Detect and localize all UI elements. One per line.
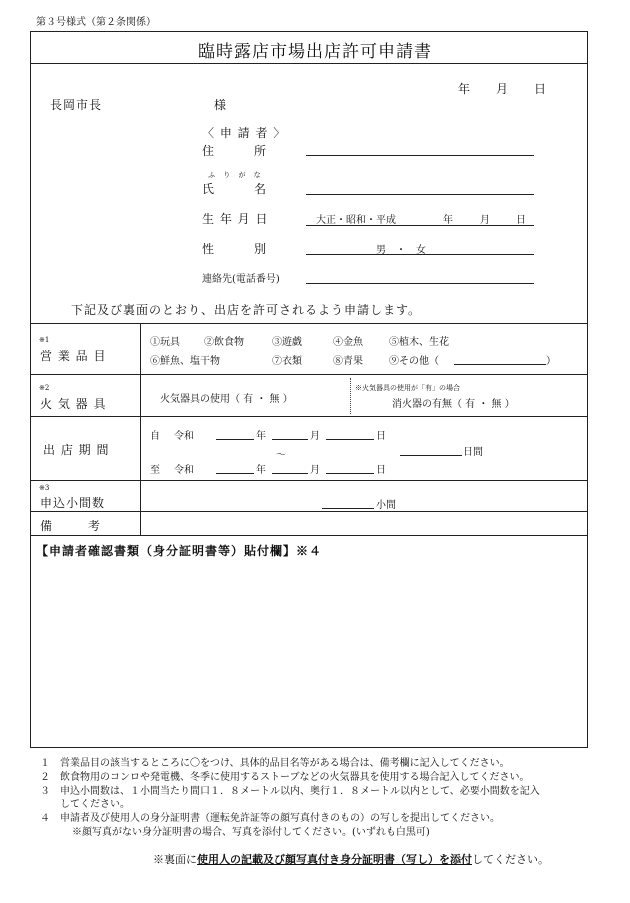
goods-item-8[interactable]: ⑧青果 [333, 356, 363, 367]
name-field[interactable] [306, 194, 534, 195]
period-to-day-unit: 日 [376, 465, 386, 476]
period-label: 出 店 期 間 [43, 443, 110, 457]
goods-item-2[interactable]: ②飲食物 [204, 337, 244, 348]
period-to-era: 令和 [174, 465, 194, 476]
goods-mark: ※1 [39, 336, 50, 344]
period-from-era: 令和 [174, 431, 194, 442]
goods-item-1[interactable]: ①玩具 [150, 337, 180, 348]
note-1-num: １ [40, 758, 50, 769]
period-to-day-field[interactable] [326, 473, 374, 474]
goods-other-field[interactable] [454, 364, 546, 365]
period-to-month-field[interactable] [272, 473, 308, 474]
address-label: 住 所 [202, 144, 268, 158]
birth-month-unit: 月 [480, 215, 490, 226]
goods-item-6[interactable]: ⑥鮮魚、塩干物 [150, 356, 220, 367]
extinguisher-text[interactable]: 消火器の有無（ 有 ・ 無 ） [392, 399, 515, 410]
id-attachment-area [31, 560, 587, 746]
goods-label: 営 業 品 目 [40, 349, 107, 363]
period-days-unit: 日間 [463, 447, 483, 458]
back-note-emphasis: 使用人の記載及び顔写真付き身分証明書（写し）を添付 [197, 853, 472, 866]
units-unit: 小間 [376, 500, 396, 511]
note-3-continued: してください。 [60, 799, 130, 810]
back-note-prefix: ※裏面に [153, 853, 197, 866]
fire-divider [350, 378, 351, 414]
note-1-text: 営業品目の該当するところに〇をつけ、具体的品目名等がある場合は、備考欄に記入してください。 [60, 758, 510, 769]
addressee-honorific: 様 [214, 98, 228, 112]
contact-field[interactable] [306, 283, 534, 284]
row-divider-period [30, 480, 588, 481]
goods-other-close: ） [546, 356, 556, 367]
title-divider [30, 63, 588, 64]
goods-item-3[interactable]: ③遊戯 [272, 337, 302, 348]
period-days-field[interactable] [400, 455, 462, 456]
back-note-suffix: してください。 [472, 853, 549, 866]
birth-eras: 大正・昭和・平成 [316, 215, 396, 226]
birth-year-unit: 年 [443, 215, 453, 226]
date-day: 日 [534, 82, 548, 96]
period-from-month-field[interactable] [272, 439, 308, 440]
period-from-year-unit: 年 [256, 431, 266, 442]
units-field[interactable] [322, 508, 374, 509]
period-to-year-unit: 年 [256, 465, 266, 476]
contact-label: 連絡先(電話番号) [202, 274, 280, 285]
note-4-text: 申請者及び使用人の身分証明書（運転免許証等の顔写真付きのもの）の写しを提出してください。 [60, 813, 500, 824]
remarks-label: 備 考 [40, 519, 101, 533]
name-label: 氏 名 [202, 182, 268, 196]
sex-options[interactable]: 男 ・ 女 [376, 245, 426, 256]
form-title: 臨時露店市場出店許可申請書 [198, 42, 432, 62]
date-month: 月 [496, 82, 510, 96]
goods-item-9[interactable]: ⑨その他（ [389, 356, 439, 367]
table-top [30, 323, 588, 324]
remarks-field[interactable] [141, 512, 587, 535]
date-year: 年 [458, 82, 472, 96]
period-from-month-unit: 月 [310, 431, 320, 442]
label-column-divider [140, 323, 141, 535]
fire-note: ※火気器具の使用が「有」の場合 [355, 384, 460, 392]
note-3-num: ３ [40, 786, 50, 797]
applicant-heading: 〈 申 請 者 〉 [202, 126, 287, 140]
note-4-num: ４ [40, 813, 50, 824]
period-to: 至 [150, 465, 160, 476]
fire-mark: ※2 [39, 384, 50, 392]
row-divider-goods [30, 374, 588, 375]
goods-item-5[interactable]: ⑤植木、生花 [389, 337, 449, 348]
row-divider-remarks [30, 535, 588, 536]
period-from-day-field[interactable] [326, 439, 374, 440]
units-mark: ※3 [39, 484, 50, 492]
birth-date-field[interactable] [306, 225, 534, 226]
note-2-num: ２ [40, 772, 50, 783]
request-statement: 下記及び裏面のとおり、出店を許可されるよう申請します。 [71, 303, 422, 317]
sex-label: 性 別 [202, 242, 268, 256]
furigana-label: ふ り が な [208, 171, 264, 179]
note-2-text: 飲食物用のコンロや発電機、冬季に使用するストーブなどの火気器具を使用する場合記入してください。 [60, 772, 530, 783]
fire-label: 火 気 器 具 [40, 397, 107, 411]
period-from-day-unit: 日 [376, 431, 386, 442]
period-to-year-field[interactable] [216, 473, 254, 474]
row-divider-fire [30, 416, 588, 417]
period-to-month-unit: 月 [310, 465, 320, 476]
period-from: 自 [150, 431, 160, 442]
period-tilde: 〜 [276, 450, 286, 461]
goods-item-4[interactable]: ④金魚 [333, 337, 363, 348]
units-label: 申込小間数 [40, 496, 106, 510]
note-4-sub: ※顔写真がない身分証明書の場合、写真を添付してください。(いずれも白黒可) [72, 827, 430, 838]
period-from-year-field[interactable] [216, 439, 254, 440]
addressee-name: 長岡市長 [50, 98, 103, 112]
form-number: 第３号様式（第２条関係） [36, 17, 156, 28]
fire-use-text[interactable]: 火気器具の使用（ 有 ・ 無 ） [160, 394, 293, 405]
address-field[interactable] [306, 155, 534, 156]
birth-label: 生 年 月 日 [202, 212, 269, 226]
birth-day-unit: 日 [516, 215, 526, 226]
id-section-title: 【申請者確認書類（身分証明書等）貼付欄】※４ [36, 544, 323, 558]
back-note [153, 851, 549, 867]
goods-item-7[interactable]: ⑦衣類 [272, 356, 302, 367]
note-3-text: 申込小間数は、１小間当たり間口１．８メートル以内、奥行１．８メートル以内として、必要小間数を記入 [60, 786, 540, 797]
sex-field [306, 254, 534, 255]
